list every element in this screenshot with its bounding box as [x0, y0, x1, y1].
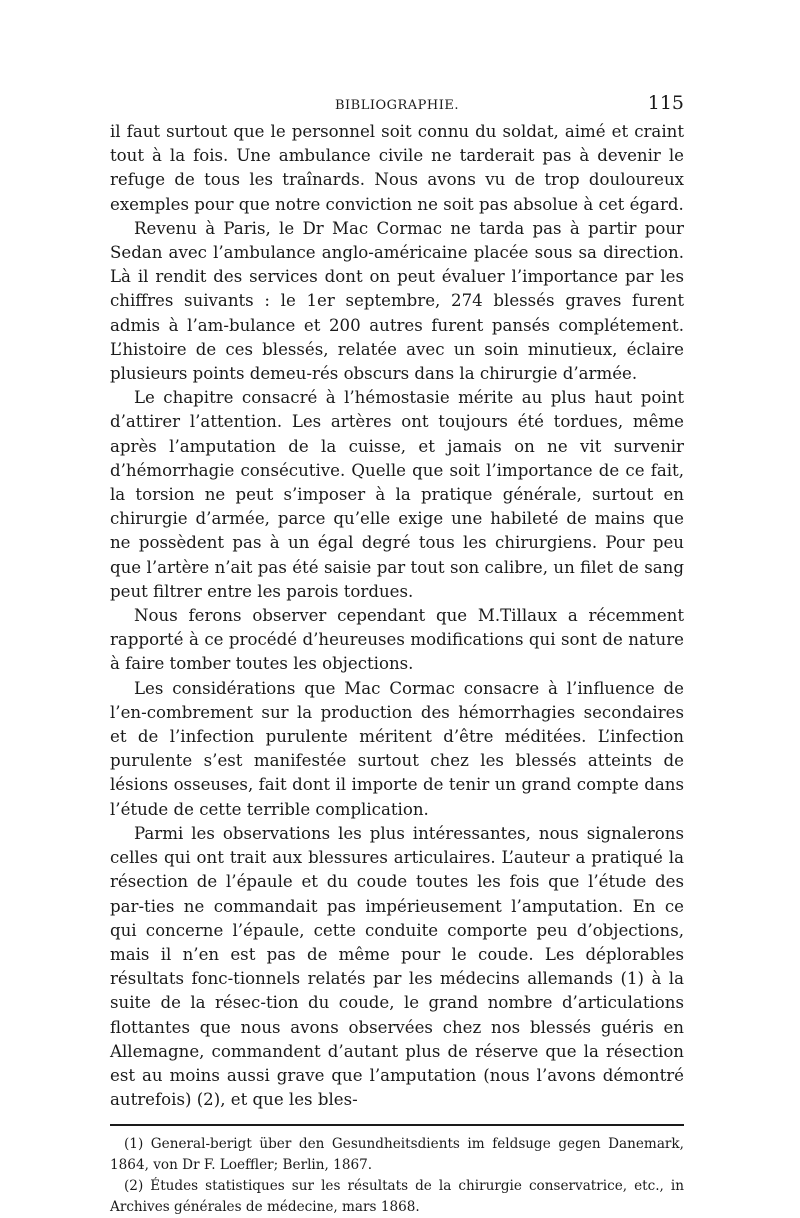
- footnote-2: (2) Études statistiques sur les résultats de la chirurgie conservatrice, etc., in Archives générales de médecine, mars 1868.: [110, 1178, 684, 1216]
- paragraph: Les considérations que Mac Cormac consacre à l’influence de l’en-combrement sur la production des hémorrhagies secondaires et de l’infection purulente méritent d’être méditées. L’infection purulente s’est manifestée surtout chez les blessés atteints de lésions osseuses, fait dont il importe de tenir un grand compte dans l’étude de cette terrible complication.: [110, 678, 684, 819]
- footnote-rule: [110, 1124, 684, 1126]
- paragraph: Parmi les observations les plus intéressantes, nous signalerons celles qui ont trait aux blessures articulaires. L’auteur a pratiqué la résection de l’épaule et du coude toutes les fois que l’étude des par-ties ne commandait pas impérieusement l’amputation. En ce qui concerne l’épaule, cette conduite comporte peu d’objections, mais il n’en est pas de même pour le coude. Les déplorables résultats fonc-tionnels relatés par les médecins allemands (1) à la suite de la résec-tion du coude, le grand nombre d’articulations flottantes que nous avons observées chez nos blessés guéris en Allemagne, commandent d’autant plus de réserve que la résection est au moins aussi grave que l’amputation (nous l’avons démontré autrefois) (2), et que les bles-: [110, 823, 684, 1110]
- paragraph: Revenu à Paris, le Dr Mac Cormac ne tarda pas à partir pour Sedan avec l’ambulance anglo-américaine placée sous sa direction. Là il rendit des services dont on peut évaluer l’importance par les chiffres suivants : le 1er septembre, 274 blessés graves furent admis à l’am-bulance et 200 autres furent pansés complétement. L’histoire de ces blessés, relatée avec un soin minutieux, éclaire plusieurs points demeu-rés obscurs dans la chirurgie d’armée.: [110, 218, 684, 384]
- paragraph-continued: il faut surtout que le personnel soit connu du soldat, aimé et craint tout à la fois. Une ambulance civile ne tarderait pas à devenir le refuge de tous les traînards. Nous avons vu de trop douloureux exemples pour que notre conviction ne soit pas absolue à cet égard.: [110, 122, 684, 214]
- body-text: [110, 120, 684, 1112]
- paragraph: Nous ferons observer cependant que M.Tillaux a récemment rapporté à ce procédé d’heureuses modifications qui sont de nature à faire tomber toutes les objections.: [110, 606, 684, 674]
- running-head: [110, 92, 684, 116]
- paragraph: Le chapitre consacré à l’hémostasie mérite au plus haut point d’attirer l’attention. Les artères ont toujours été tordues, même après l’amputation de la cuisse, et jamais on ne vit survenir d’hémorrhagie consécutive. Quelle que soit l’importance de ce fait, la torsion ne peut s’imposer à la pratique générale, surtout en chirurgie d’armée, parce qu’elle exige une habileté de mains que ne possèdent pas à un égal degré tous les chirurgiens. Pour peu que l’artère n’ait pas été saisie par tout son calibre, un filet de sang peut filtrer entre les parois tordues.: [110, 388, 684, 601]
- running-title: BIBLIOGRAPHIE.: [334, 98, 460, 113]
- footnote-1: (1) General-berigt über den Gesundheitsdients im feldsuge gegen Danemark, 1864, von Dr F. Loeffler; Berlin, 1867.: [110, 1136, 684, 1174]
- page-number: 115: [647, 92, 684, 114]
- book-page: [110, 92, 684, 1218]
- footnotes: [110, 1134, 684, 1218]
